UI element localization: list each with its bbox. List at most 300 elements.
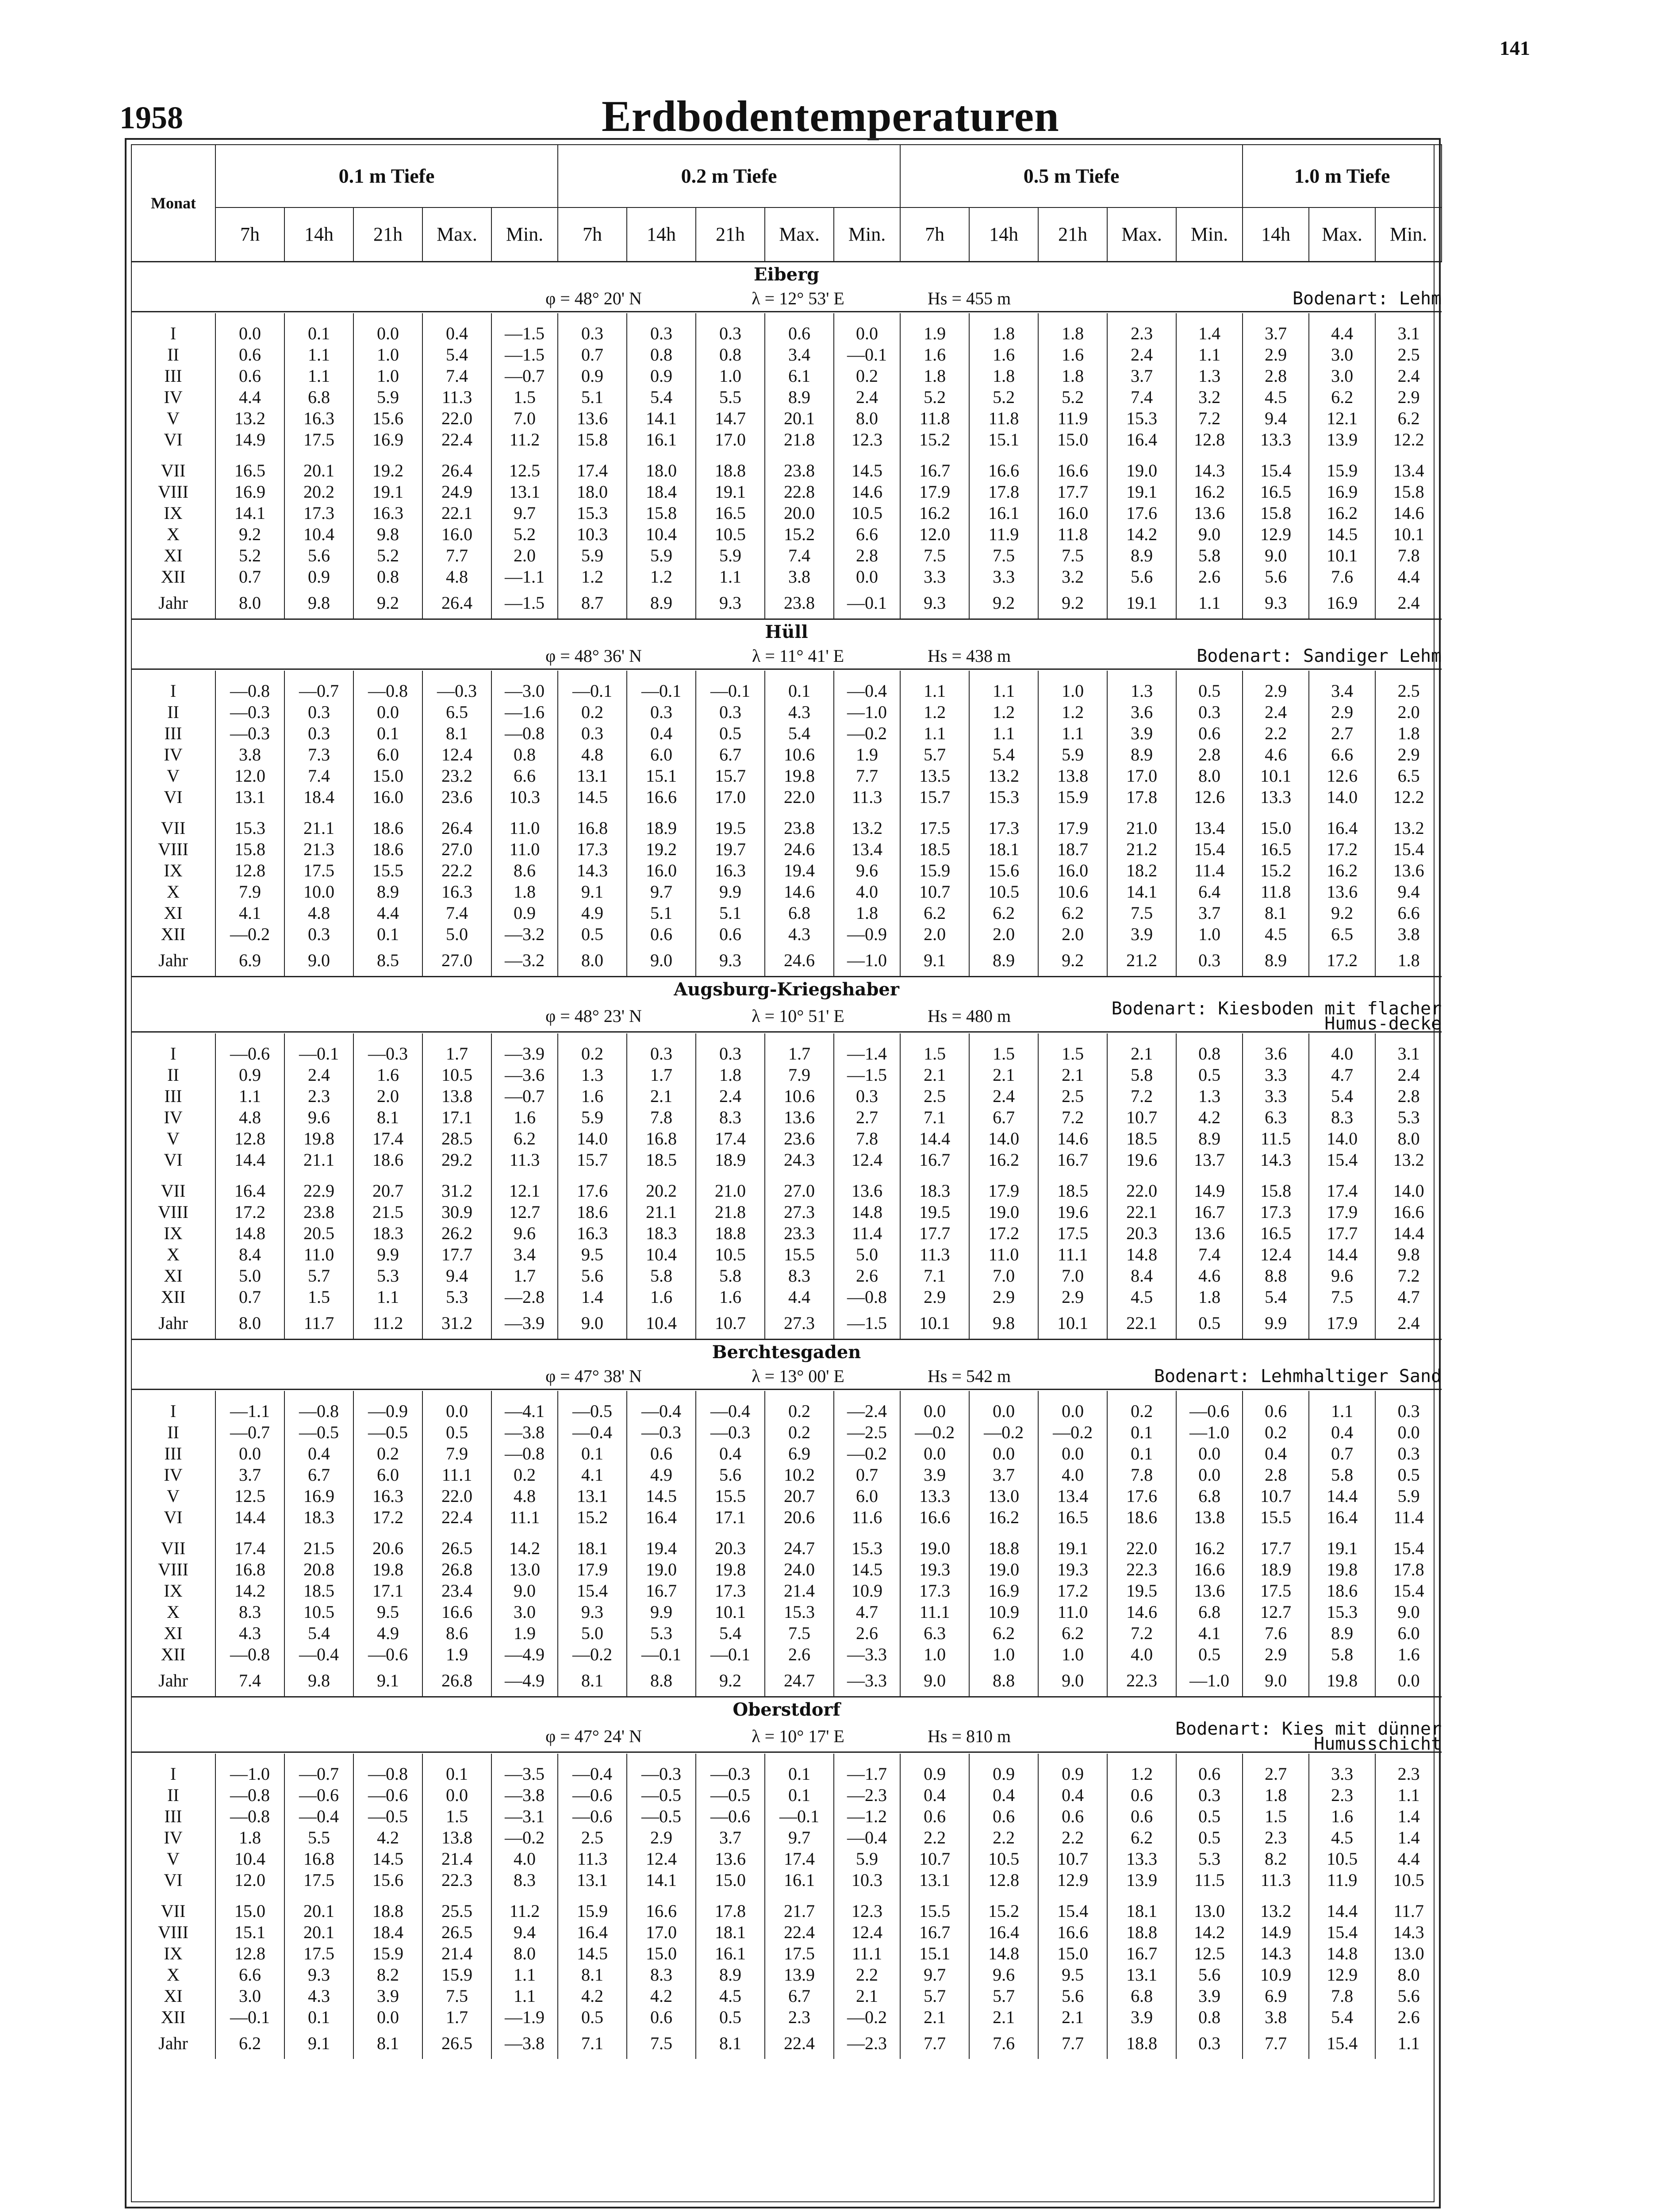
- temperature-cell: 19.2: [353, 460, 422, 481]
- temperature-cell: 17.0: [696, 429, 765, 450]
- gap-cell: [627, 1033, 696, 1043]
- temperature-cell: 5.4: [1243, 1286, 1309, 1308]
- gap-cell: [834, 1391, 900, 1401]
- temperature-cell: 11.8: [1038, 524, 1107, 545]
- temperature-cell: 8.4: [215, 1244, 284, 1265]
- temperature-cell: 0.8: [353, 566, 422, 588]
- header-col-7h: 7h: [215, 207, 284, 262]
- year-value-cell: 8.7: [558, 588, 627, 619]
- gap-cell: [353, 808, 422, 818]
- temperature-cell: 2.2: [834, 1964, 900, 1985]
- temperature-cell: —0.6: [353, 1644, 422, 1665]
- temperature-cell: 6.7: [969, 1107, 1038, 1128]
- table-row: [131, 429, 1442, 450]
- year-value-cell: 1.8: [1375, 945, 1442, 977]
- temperature-cell: 13.0: [1176, 1901, 1243, 1922]
- temperature-cell: 15.1: [627, 765, 696, 787]
- temperature-cell: 3.2: [1176, 387, 1243, 408]
- month-label: I: [170, 1401, 176, 1421]
- temperature-cell: 7.6: [1243, 1623, 1309, 1644]
- temperature-cell: 1.6: [353, 1064, 422, 1086]
- gap-cell: [422, 1391, 491, 1401]
- table-row: [131, 1464, 1442, 1486]
- temperature-cell: 9.6: [491, 1223, 558, 1244]
- temperature-cell: 22.9: [284, 1180, 353, 1202]
- gap-cell: [1309, 1391, 1375, 1401]
- temperature-cell: 8.0: [1375, 1964, 1442, 1985]
- temperature-cell: —1.1: [215, 1401, 284, 1422]
- temperature-cell: 13.0: [1375, 1943, 1442, 1964]
- temperature-cell: 0.4: [696, 1443, 765, 1464]
- header-col-14h: 14h: [969, 207, 1038, 262]
- temperature-cell: 17.8: [1375, 1559, 1442, 1580]
- gap-cell: [284, 1754, 353, 1763]
- year-value-cell: 24.7: [765, 1665, 834, 1697]
- year-value-cell: 26.8: [422, 1665, 491, 1697]
- temperature-cell: —0.2: [215, 924, 284, 945]
- header-col-max: Max.: [422, 207, 491, 262]
- table-row: [131, 1623, 1442, 1644]
- temperature-cell: 5.3: [353, 1265, 422, 1286]
- gap-cell: [558, 808, 627, 818]
- table-row: [131, 1422, 1442, 1443]
- coord-spacer: [131, 1001, 491, 1032]
- gap-cell: [491, 1891, 558, 1901]
- temperature-cell: 0.0: [353, 323, 422, 344]
- gap-cell: [1107, 671, 1176, 680]
- temperature-cell: 5.2: [491, 524, 558, 545]
- temperature-cell: 7.5: [1309, 1286, 1375, 1308]
- temperature-cell: 5.9: [1038, 744, 1107, 765]
- temperature-cell: 1.4: [1375, 1827, 1442, 1848]
- temperature-cell: 2.9: [1309, 702, 1375, 723]
- temperature-cell: 1.1: [1038, 723, 1107, 744]
- temperature-cell: 7.4: [1176, 1244, 1243, 1265]
- temperature-cell: 16.2: [1309, 860, 1375, 881]
- temperature-cell: 7.8: [834, 1128, 900, 1149]
- temperature-cell: 0.3: [627, 323, 696, 344]
- year-summary-row: [131, 945, 1442, 977]
- temperature-cell: 16.4: [1107, 429, 1176, 450]
- month-label: III: [164, 1806, 182, 1826]
- year-value-cell: 16.9: [1309, 588, 1375, 619]
- year-value-cell: 6.2: [215, 2028, 284, 2059]
- temperature-cell: 7.0: [1038, 1265, 1107, 1286]
- temperature-cell: 22.4: [422, 429, 491, 450]
- gap-cell: [131, 313, 215, 323]
- temperature-cell: 15.5: [765, 1244, 834, 1265]
- temperature-cell: 5.4: [627, 387, 696, 408]
- temperature-cell: 27.0: [422, 839, 491, 860]
- temperature-cell: 3.4: [491, 1244, 558, 1265]
- temperature-cell: —3.8: [491, 1785, 558, 1806]
- year-value-cell: 10.4: [627, 1308, 696, 1340]
- temperature-cell: 4.4: [1375, 1848, 1442, 1870]
- temperature-cell: 0.2: [353, 1443, 422, 1464]
- temperature-cell: 3.9: [1176, 1985, 1243, 2007]
- temperature-cell: 6.3: [1243, 1107, 1309, 1128]
- gap-cell: [284, 1033, 353, 1043]
- temperature-cell: 7.5: [969, 545, 1038, 566]
- temperature-cell: 1.1: [900, 680, 969, 702]
- temperature-cell: 19.8: [284, 1128, 353, 1149]
- temperature-cell: —0.6: [696, 1806, 765, 1827]
- temperature-cell: 16.5: [696, 503, 765, 524]
- row-gap: [131, 1033, 1442, 1043]
- temperature-cell: 20.6: [765, 1507, 834, 1528]
- year-value-cell: 9.0: [284, 945, 353, 977]
- temperature-cell: 1.2: [969, 702, 1038, 723]
- temperature-cell: —0.2: [491, 1827, 558, 1848]
- temperature-cell: 11.0: [969, 1244, 1038, 1265]
- temperature-cell: 7.8: [1375, 545, 1442, 566]
- temperature-cell: 1.0: [353, 344, 422, 365]
- gap-cell: [284, 1528, 353, 1538]
- year-value-cell: —1.5: [491, 588, 558, 619]
- gap-cell: [353, 313, 422, 323]
- temperature-cell: 10.7: [1243, 1486, 1309, 1507]
- temperature-cell: 0.9: [284, 566, 353, 588]
- temperature-cell: 10.3: [834, 1870, 900, 1891]
- month-label: IX: [164, 1223, 183, 1243]
- temperature-cell: 5.8: [1107, 1064, 1176, 1086]
- gap-cell: [1243, 671, 1309, 680]
- gap-cell: [215, 1754, 284, 1763]
- temperature-cell: 0.0: [1038, 1443, 1107, 1464]
- gap-cell: [422, 1171, 491, 1180]
- gap-cell: [422, 450, 491, 460]
- temperature-cell: —3.1: [491, 1806, 558, 1827]
- temperature-cell: 19.4: [765, 860, 834, 881]
- temperature-cell: 18.5: [1107, 1128, 1176, 1149]
- temperature-cell: 5.2: [969, 387, 1038, 408]
- table-row: [131, 1043, 1442, 1064]
- temperature-cell: —0.3: [696, 1763, 765, 1785]
- table-row: [131, 503, 1442, 524]
- temperature-cell: 0.3: [627, 702, 696, 723]
- temperature-cell: 17.8: [696, 1901, 765, 1922]
- temperature-cell: 8.3: [627, 1964, 696, 1985]
- temperature-cell: 16.0: [422, 524, 491, 545]
- temperature-cell: 1.0: [1176, 924, 1243, 945]
- temperature-cell: 16.7: [1176, 1202, 1243, 1223]
- table-row: [131, 1985, 1442, 2007]
- temperature-cell: 15.8: [1375, 481, 1442, 503]
- temperature-cell: 19.1: [696, 481, 765, 503]
- temperature-cell: —0.6: [353, 1785, 422, 1806]
- year-value-cell: 9.8: [969, 1308, 1038, 1340]
- temperature-cell: 22.0: [1107, 1538, 1176, 1559]
- temperature-cell: 15.3: [834, 1538, 900, 1559]
- temperature-cell: 11.2: [491, 429, 558, 450]
- temperature-cell: 11.0: [284, 1244, 353, 1265]
- temperature-cell: 6.9: [1243, 1985, 1309, 2007]
- temperature-cell: 16.6: [969, 460, 1038, 481]
- temperature-cell: 15.5: [696, 1486, 765, 1507]
- temperature-cell: 16.3: [353, 1486, 422, 1507]
- temperature-cell: 12.2: [1375, 429, 1442, 450]
- temperature-cell: 18.8: [353, 1901, 422, 1922]
- gap-cell: [696, 671, 765, 680]
- temperature-cell: 21.4: [422, 1943, 491, 1964]
- station-name: Hüll: [765, 622, 808, 642]
- gap-cell: [1107, 1171, 1176, 1180]
- temperature-cell: 16.7: [1107, 1943, 1176, 1964]
- temperature-cell: 1.5: [969, 1043, 1038, 1064]
- gap-cell: [1243, 1891, 1309, 1901]
- gap-cell: [696, 450, 765, 460]
- year-value-cell: 11.2: [353, 1308, 422, 1340]
- gap-cell: [558, 1171, 627, 1180]
- station-name: Augsburg-Kriegshaber: [674, 979, 899, 1000]
- temperature-cell: 15.1: [969, 429, 1038, 450]
- temperature-cell: 19.1: [1309, 1538, 1375, 1559]
- temperature-cell: —0.4: [284, 1644, 353, 1665]
- temperature-cell: 12.8: [215, 1943, 284, 1964]
- gap-cell: [1038, 1391, 1107, 1401]
- year-value-cell: 27.0: [422, 945, 491, 977]
- temperature-cell: 21.4: [765, 1580, 834, 1601]
- temperature-cell: 0.3: [558, 323, 627, 344]
- temperature-cell: 4.0: [1038, 1464, 1107, 1486]
- temperature-cell: 10.7: [900, 881, 969, 902]
- year-label: Jahr: [158, 593, 188, 613]
- temperature-cell: 18.6: [353, 839, 422, 860]
- gap-cell: [215, 1391, 284, 1401]
- month-label: III: [164, 723, 182, 743]
- temperature-cell: —0.9: [834, 924, 900, 945]
- temperature-cell: —3.6: [491, 1064, 558, 1086]
- gap-cell: [284, 1391, 353, 1401]
- month-label: VII: [161, 1538, 186, 1558]
- temperature-cell: 0.4: [1038, 1785, 1107, 1806]
- temperature-cell: —4.1: [491, 1401, 558, 1422]
- month-label: XI: [164, 545, 183, 565]
- temperature-cell: 1.3: [558, 1064, 627, 1086]
- gap-cell: [969, 450, 1038, 460]
- temperature-cell: 15.7: [900, 787, 969, 808]
- table-row: [131, 1870, 1442, 1891]
- table-row: [131, 1559, 1442, 1580]
- month-label: X: [167, 524, 180, 544]
- row-gap: [131, 313, 1442, 323]
- temperature-cell: —0.4: [627, 1401, 696, 1422]
- temperature-cell: 13.1: [491, 481, 558, 503]
- temperature-cell: 0.5: [696, 723, 765, 744]
- temperature-cell: 0.8: [627, 344, 696, 365]
- temperature-cell: 20.0: [765, 503, 834, 524]
- temperature-cell: 19.6: [1107, 1149, 1176, 1171]
- temperature-cell: 3.9: [1107, 723, 1176, 744]
- temperature-cell: 14.1: [627, 408, 696, 429]
- temperature-cell: —3.0: [491, 680, 558, 702]
- month-label: XII: [161, 1644, 186, 1664]
- year-value-cell: —3.3: [834, 1665, 900, 1697]
- temperature-cell: 7.7: [834, 765, 900, 787]
- month-label: I: [170, 1044, 176, 1064]
- temperature-cell: 0.0: [422, 1785, 491, 1806]
- temperature-cell: 11.3: [834, 787, 900, 808]
- gap-cell: [491, 450, 558, 460]
- temperature-cell: 8.9: [1107, 545, 1176, 566]
- station-soil-type: Bodenart: Lehm: [1292, 288, 1442, 309]
- temperature-cell: 4.1: [558, 1464, 627, 1486]
- temperature-cell: 20.2: [284, 481, 353, 503]
- temperature-cell: 10.4: [284, 524, 353, 545]
- temperature-cell: 17.2: [1309, 839, 1375, 860]
- station-latitude: φ = 48° 20' N: [545, 288, 642, 308]
- month-label: IV: [164, 1465, 183, 1485]
- table-row: [131, 723, 1442, 744]
- temperature-cell: 3.7: [696, 1827, 765, 1848]
- temperature-cell: 11.1: [834, 1943, 900, 1964]
- temperature-cell: 13.1: [900, 1870, 969, 1891]
- table-row: [131, 545, 1442, 566]
- temperature-cell: 19.8: [1309, 1559, 1375, 1580]
- month-label: III: [164, 1086, 182, 1106]
- year-value-cell: —3.8: [491, 2028, 558, 2059]
- temperature-cell: 5.8: [1309, 1464, 1375, 1486]
- temperature-cell: 12.9: [1038, 1870, 1107, 1891]
- station-header: [131, 621, 1442, 644]
- temperature-cell: 3.9: [1107, 2007, 1176, 2028]
- month-label: XI: [164, 903, 183, 923]
- temperature-cell: 4.7: [1375, 1286, 1442, 1308]
- station-longitude: λ = 10° 51' E: [752, 1006, 844, 1026]
- temperature-cell: 1.1: [353, 1286, 422, 1308]
- temperature-cell: 9.9: [353, 1244, 422, 1265]
- gap-cell: [696, 1171, 765, 1180]
- temperature-cell: 1.8: [491, 881, 558, 902]
- temperature-cell: 14.3: [1176, 460, 1243, 481]
- temperature-cell: 0.4: [1309, 1422, 1375, 1443]
- year-value-cell: 9.1: [900, 945, 969, 977]
- temperature-cell: 18.3: [284, 1507, 353, 1528]
- temperature-cell: 1.8: [696, 1064, 765, 1086]
- temperature-cell: 5.8: [1176, 545, 1243, 566]
- year-value-cell: 9.3: [696, 588, 765, 619]
- temperature-cell: —0.1: [627, 680, 696, 702]
- temperature-cell: 18.4: [627, 481, 696, 503]
- temperature-cell: 0.7: [215, 566, 284, 588]
- temperature-cell: 17.5: [900, 818, 969, 839]
- temperature-cell: 14.0: [969, 1128, 1038, 1149]
- temperature-cell: 8.3: [491, 1870, 558, 1891]
- temperature-cell: 10.5: [1375, 1870, 1442, 1891]
- temperature-cell: 5.0: [834, 1244, 900, 1265]
- gap-cell: [900, 1528, 969, 1538]
- temperature-cell: 20.3: [1107, 1223, 1176, 1244]
- temperature-cell: 1.8: [834, 902, 900, 924]
- temperature-cell: 16.3: [558, 1223, 627, 1244]
- temperature-cell: 2.6: [1375, 2007, 1442, 2028]
- temperature-cell: 2.4: [1243, 702, 1309, 723]
- temperature-cell: 5.9: [834, 1848, 900, 1870]
- row-gap: [131, 671, 1442, 680]
- temperature-cell: 5.2: [900, 387, 969, 408]
- temperature-cell: 8.3: [765, 1265, 834, 1286]
- temperature-cell: 14.0: [1309, 1128, 1375, 1149]
- gap-cell: [696, 808, 765, 818]
- temperature-cell: —0.6: [558, 1806, 627, 1827]
- temperature-cell: —3.5: [491, 1763, 558, 1785]
- temperature-cell: —0.4: [558, 1763, 627, 1785]
- temperature-cell: 16.8: [215, 1559, 284, 1580]
- gap-cell: [1309, 313, 1375, 323]
- temperature-cell: 11.1: [1038, 1244, 1107, 1265]
- temperature-cell: 15.8: [1243, 503, 1309, 524]
- gap-cell: [558, 1891, 627, 1901]
- temperature-cell: 3.0: [1309, 365, 1375, 387]
- temperature-cell: 17.4: [215, 1538, 284, 1559]
- station-coordinates: [131, 1364, 1442, 1390]
- temperature-cell: 17.8: [1107, 787, 1176, 808]
- temperature-cell: 2.3: [1243, 1827, 1309, 1848]
- temperature-cell: 1.1: [1176, 344, 1243, 365]
- temperature-cell: 11.9: [1309, 1870, 1375, 1891]
- temperature-cell: 0.9: [900, 1763, 969, 1785]
- temperature-cell: 10.5: [284, 1601, 353, 1623]
- gap-cell: [422, 1033, 491, 1043]
- temperature-cell: 3.6: [1243, 1043, 1309, 1064]
- temperature-cell: —0.2: [834, 723, 900, 744]
- temperature-cell: 0.1: [765, 680, 834, 702]
- temperature-cell: 16.3: [284, 408, 353, 429]
- temperature-cell: 13.4: [1375, 460, 1442, 481]
- temperature-cell: 5.9: [1375, 1486, 1442, 1507]
- temperature-cell: 11.9: [1038, 408, 1107, 429]
- temperature-cell: 6.6: [1309, 744, 1375, 765]
- temperature-cell: —0.5: [696, 1785, 765, 1806]
- gap-cell: [353, 1171, 422, 1180]
- temperature-cell: 17.9: [900, 481, 969, 503]
- month-label: VI: [164, 1870, 183, 1890]
- temperature-cell: 2.3: [284, 1086, 353, 1107]
- table-row: [131, 1107, 1442, 1128]
- temperature-cell: 21.7: [765, 1901, 834, 1922]
- gap-cell: [900, 313, 969, 323]
- temperature-cell: 1.3: [1176, 365, 1243, 387]
- temperature-cell: 2.1: [969, 1064, 1038, 1086]
- temperature-cell: 17.5: [284, 1943, 353, 1964]
- gap-cell: [422, 1754, 491, 1763]
- temperature-cell: 11.3: [491, 1149, 558, 1171]
- temperature-cell: 5.7: [969, 1985, 1038, 2007]
- temperature-cell: 5.7: [900, 744, 969, 765]
- temperature-cell: 1.5: [1243, 1806, 1309, 1827]
- gap-cell: [284, 1891, 353, 1901]
- temperature-cell: 1.5: [491, 387, 558, 408]
- temperature-cell: 18.3: [627, 1223, 696, 1244]
- temperature-cell: 11.1: [491, 1507, 558, 1528]
- temperature-cell: 22.0: [1107, 1180, 1176, 1202]
- table-row: [131, 1806, 1442, 1827]
- temperature-cell: 2.8: [1243, 1464, 1309, 1486]
- temperature-cell: 3.4: [1309, 680, 1375, 702]
- gap-cell: [284, 1171, 353, 1180]
- gap-cell: [131, 1528, 215, 1538]
- temperature-cell: 16.4: [1309, 818, 1375, 839]
- temperature-cell: 9.4: [491, 1922, 558, 1943]
- page-number: 141: [1500, 37, 1530, 59]
- temperature-cell: 5.6: [1176, 1964, 1243, 1985]
- gap-cell: [627, 1391, 696, 1401]
- temperature-cell: 14.2: [491, 1538, 558, 1559]
- temperature-cell: 24.3: [765, 1149, 834, 1171]
- month-label: VII: [161, 461, 186, 480]
- gap-cell: [215, 450, 284, 460]
- month-label: IV: [164, 1828, 183, 1847]
